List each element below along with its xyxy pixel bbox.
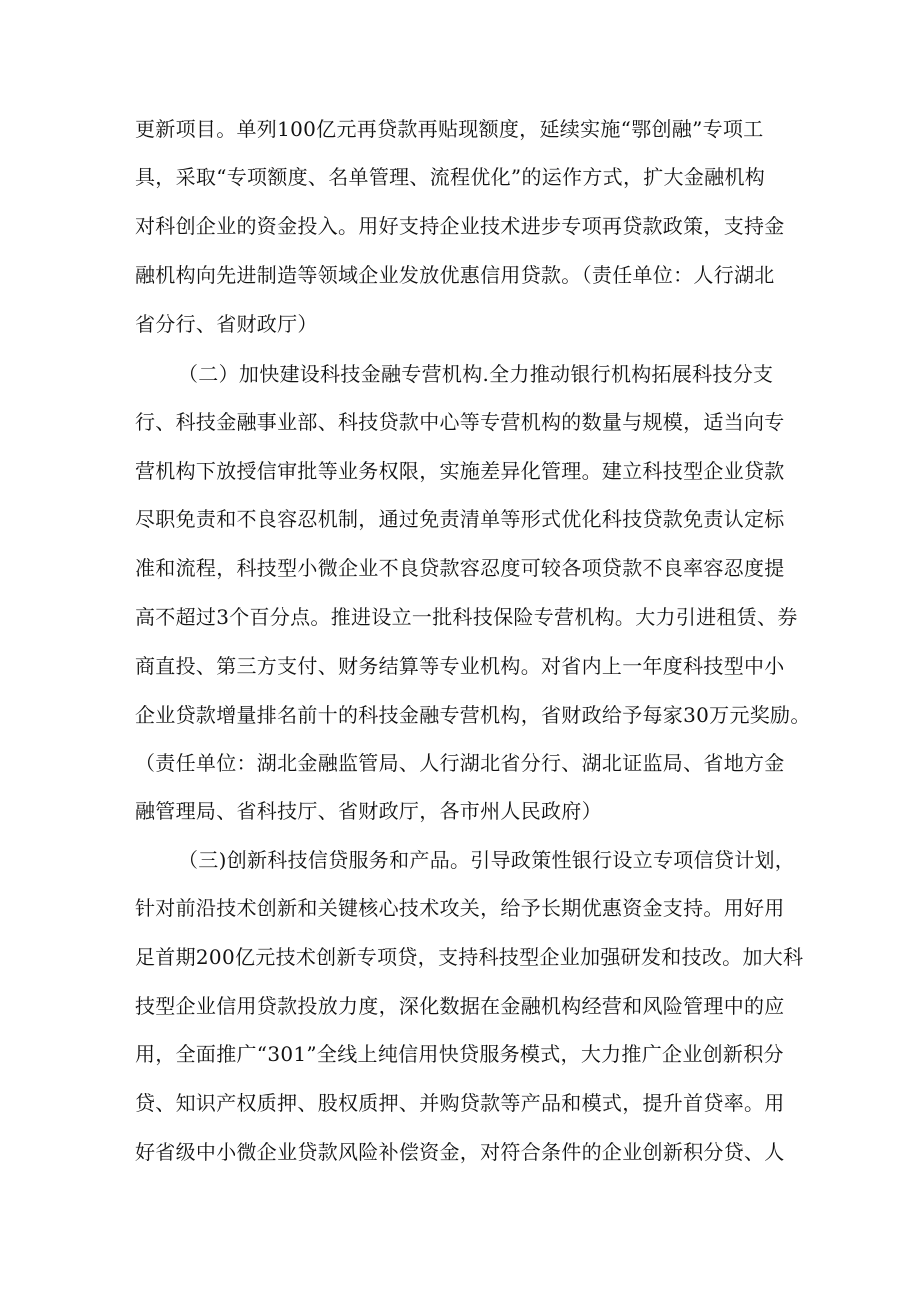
- p2-line-8: 企业贷款增量排名前十的科技金融专营机构，省财政给予每家30万元奖励。: [135, 703, 811, 727]
- p3-line-2: 针对前沿技术创新和关键核心技术攻关，给予长期优惠资金支持。用好用: [135, 896, 785, 920]
- p2-line-5: 准和流程，科技型小微企业不良贷款容忍度可较各项贷款不良率容忍度提: [135, 556, 785, 580]
- p2-line-9: （责任单位：湖北金融监管局、人行湖北省分行、湖北证监局、省地方金: [135, 751, 785, 775]
- p1-line-2: 具，采取“专项额度、名单管理、流程优化”的运作方式，扩大金融机构: [135, 165, 766, 189]
- p3-line-3: 足首期200亿元技术创新专项贷，支持科技型企业加强研发和技改。加大科: [135, 945, 804, 969]
- p2-line-2: 行、科技金融事业部、科技贷款中心等专营机构的数量与规模，适当向专: [135, 410, 785, 434]
- p2-line-6: 高不超过3个百分点。推进设立一批科技保险专营机构。大力引进租赁、券: [135, 605, 798, 629]
- p2-line-10: 融管理局、省科技厅、省财政厅，各市州人民政府）: [135, 799, 602, 823]
- p1-line-5: 省分行、省财政厅）: [135, 312, 318, 336]
- p3-line-7: 好省级中小微企业贷款风险补偿资金，对符合条件的企业创新积分贷、人: [135, 1140, 785, 1164]
- p3-line-4: 技型企业信用贷款投放力度，深化数据在金融机构经营和风险管理中的应: [135, 994, 785, 1018]
- p2-line-7: 商直投、第三方支付、财务结算等专业机构。对省内上一年度科技型中小: [135, 654, 785, 678]
- p2-line-3: 营机构下放授信审批等业务权限，实施差异化管理。建立科技型企业贷款: [135, 459, 785, 483]
- p2-line-4: 尽职免责和不良容忍机制，通过免责清单等形式优化科技贷款免责认定标: [135, 507, 785, 531]
- p1-line-1: 更新项目。单列100亿元再贷款再贴现额度，延续实施“鄂创融”专项工: [135, 117, 764, 141]
- p1-line-4: 融机构向先进制造等领域企业发放优惠信用贷款。（责任单位：人行湖北: [135, 263, 775, 287]
- p1-line-3: 对科创企业的资金投入。用好支持企业技术进步专项再贷款政策，支持金: [135, 214, 785, 238]
- p3-line-1: （三)创新科技信贷服务和产品。引导政策性银行设立专项信贷计划，: [178, 848, 796, 872]
- p3-line-6: 贷、知识产权质押、股权质押、并购贷款等产品和模式，提升首贷率。用: [135, 1091, 785, 1115]
- p3-line-5: 用，全面推广“301”全线上纯信用快贷服务模式，大力推广企业创新积分: [135, 1042, 784, 1066]
- p2-line-1: （二）加快建设科技金融专营机构.全力推动银行机构拓展科技分支: [178, 362, 774, 386]
